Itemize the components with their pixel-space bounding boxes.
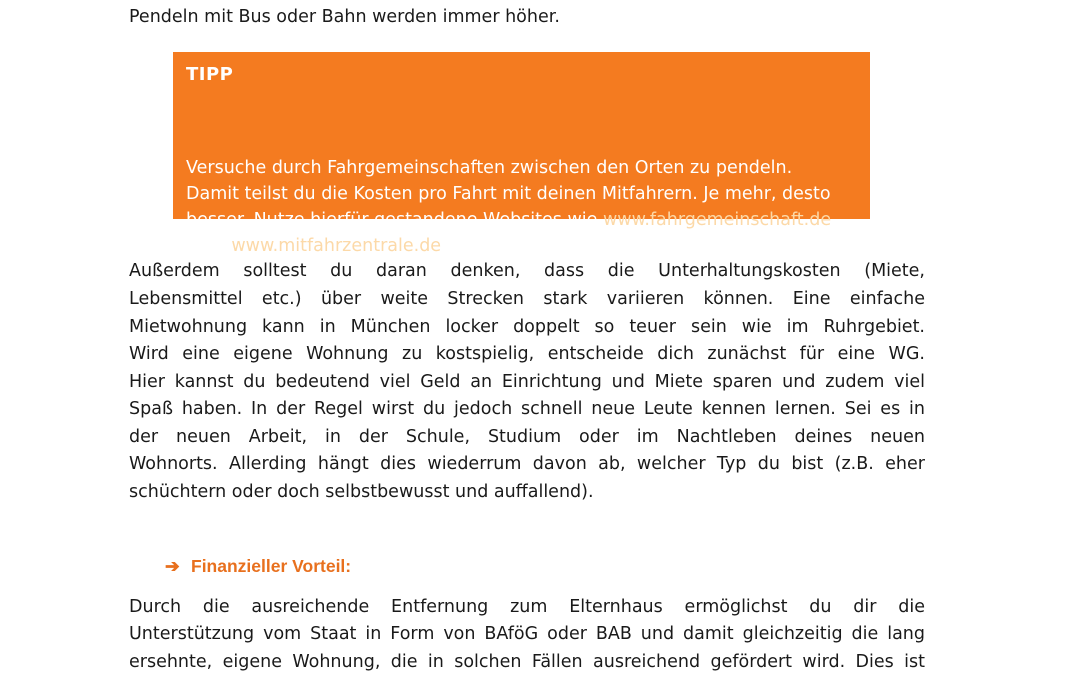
paragraph-line: Hier kannst du bedeutend viel Geld an Einrichtung und Miete sparen und zudem viel	[129, 372, 925, 392]
fahrgemeinschaft-link[interactable]: www.fahrgemeinschaft.de	[602, 210, 832, 230]
paragraph-line: Mietwohnung kann in München locker doppelt so teuer sein wie im Ruhrgebiet.	[129, 317, 925, 337]
section-heading-text: Finanzieller Vorteil:	[191, 556, 352, 576]
paragraph-line: Außerdem solltest du daran denken, dass die Unterhaltungskosten (Miete,	[129, 261, 925, 281]
paragraph-line: der neuen Arbeit, in der Schule, Studium oder im Nachtleben deines neuen	[129, 427, 925, 447]
paragraph-line: ersehnte, eigene Wohnung, die in solchen Fällen ausreichend gefördert wird. Dies ist	[129, 652, 925, 672]
paragraph-line: Unterstützung vom Staat in Form von BAföG oder BAB und damit gleichzeitig die lang	[129, 624, 925, 644]
mitfahrzentrale-link[interactable]: www.mitfahrzentrale.de	[231, 236, 442, 256]
paragraph-line: Durch die ausreichende Entfernung zum Elternhaus ermöglichst du dir die	[129, 597, 925, 617]
tip-line-4	[186, 233, 587, 259]
tip-line-4-pre: oder	[186, 236, 232, 256]
tip-line-2: Damit teilst du die Kosten pro Fahrt mit deinen Mitfahrern. Je mehr, desto	[186, 184, 831, 204]
tip-line-3	[186, 207, 831, 233]
intro-line: Pendeln mit Bus oder Bahn werden immer höher.	[129, 7, 560, 27]
paragraph-line: Wohnorts. Allerding hängt dies wiederrum davon ab, welcher Typ du bist (z.B. eher	[129, 454, 925, 474]
arrow-right-icon: ➔	[165, 556, 180, 576]
section-heading	[165, 556, 351, 577]
tip-box	[173, 52, 870, 256]
tip-title: TIPP	[186, 64, 234, 85]
tip-line-3-text: besser. Nutze hierfür gestandene Websites wie	[186, 210, 603, 230]
paragraph-line: Spaß haben. In der Regel wirst du jedoch schnell neue Leute kennen lernen. Sei es in	[129, 399, 925, 419]
tip-line-1: Versuche durch Fahrgemeinschaften zwischen den Orten zu pendeln.	[186, 158, 793, 178]
paragraph-line: Lebensmittel etc.) über weite Strecken stark variieren können. Eine einfache	[129, 289, 925, 309]
paragraph-line: schüchtern oder doch selbstbewusst und auffallend).	[129, 482, 594, 502]
tip-line-4-post: völlig kostenlos.	[441, 236, 588, 256]
paragraph-line: Wird eine eigene Wohnung zu kostspielig, entscheide dich zunächst für eine WG.	[129, 344, 925, 364]
